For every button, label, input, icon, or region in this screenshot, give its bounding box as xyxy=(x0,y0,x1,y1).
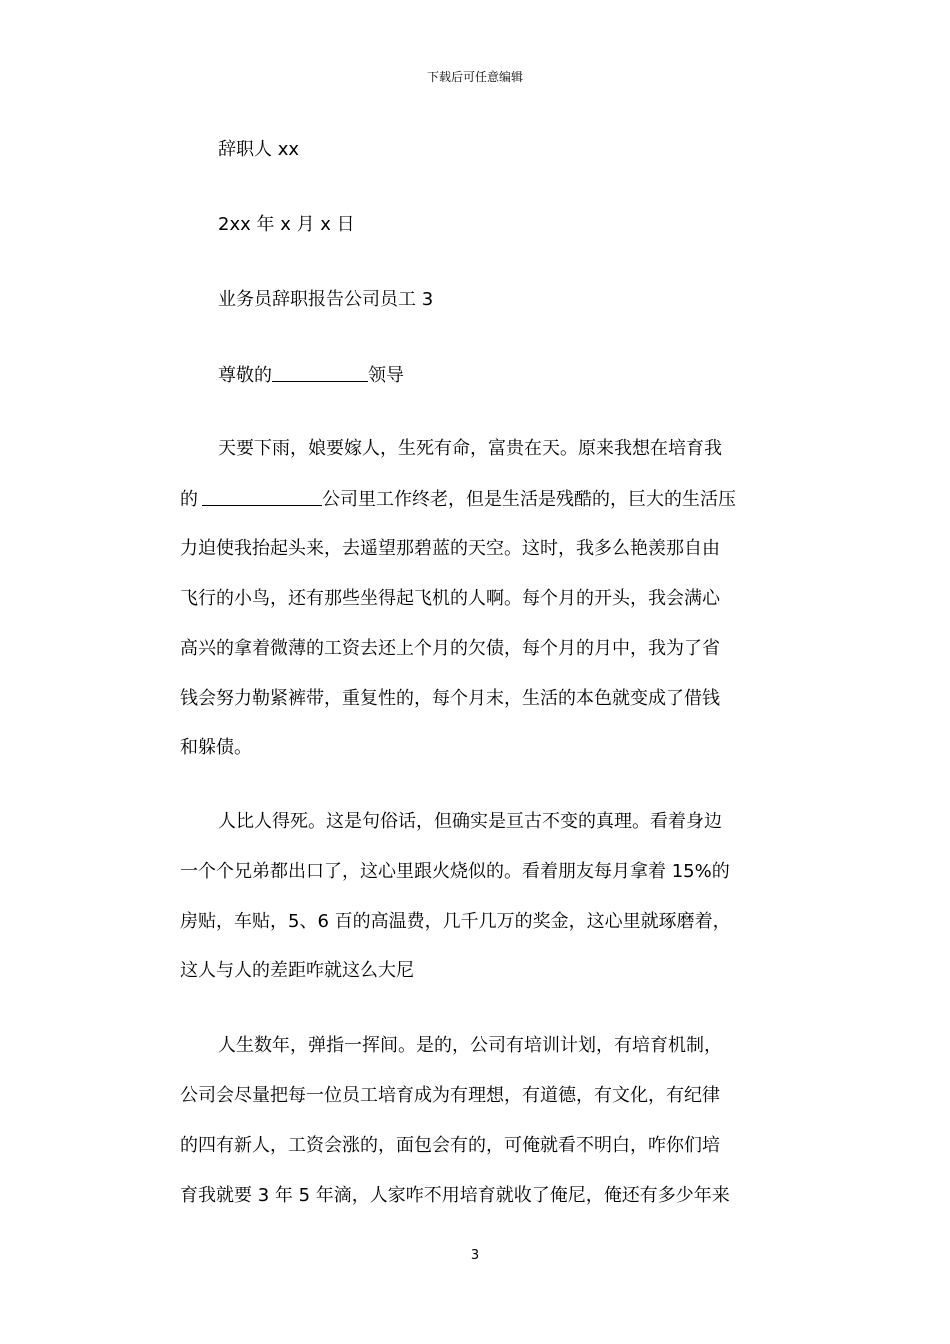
line-text: 公司里工作终老，但是生活是残酷的，巨大的生活压 xyxy=(322,489,736,510)
paragraph-line: 人比人得死。这是句俗话，但确实是亘古不变的真理。看着身边 xyxy=(218,811,722,832)
paragraph-line: 的四有新人，工资会涨的，面包会有的，可俺就看不明白，咋你们培 xyxy=(180,1135,720,1156)
salutation xyxy=(218,363,404,387)
salutation-suffix: 领导 xyxy=(368,365,404,386)
fill-in-blank xyxy=(272,363,368,382)
paragraph-line: 高兴的拿着微薄的工资去还上个月的欠债，每个月的月中，我为了省 xyxy=(180,638,720,659)
signature-date: 2xx 年 x 月 x 日 xyxy=(218,214,355,235)
line-prefix: 的 xyxy=(180,489,198,510)
page-header: 下载后可任意编辑 xyxy=(426,70,523,84)
section-title: 业务员辞职报告公司员工 3 xyxy=(218,289,434,310)
paragraph-line: 人生数年，弹指一挥间。是的，公司有培训计划，有培育机制， xyxy=(218,1035,722,1056)
paragraph-line: 公司会尽量把每一位员工培育成为有理想，有道德，有文化，有纪律 xyxy=(180,1085,720,1106)
paragraph-line xyxy=(180,487,736,511)
page-number: 3 xyxy=(470,1248,480,1263)
paragraph-line: 育我就要 3 年 5 年滴，人家咋不用培育就收了俺尼，俺还有多少年来 xyxy=(180,1185,730,1206)
signature-name: 辞职人 xx xyxy=(218,139,300,160)
paragraph-line: 这人与人的差距咋就这么大尼 xyxy=(180,960,414,981)
paragraph-line: 力迫使我抬起头来，去遥望那碧蓝的天空。这时，我多么艳羡那自由 xyxy=(180,538,720,559)
paragraph-line: 飞行的小鸟，还有那些坐得起飞机的人啊。每个月的开头，我会满心 xyxy=(180,588,720,609)
paragraph-line: 一个个兄弟都出口了，这心里跟火烧似的。看着朋友每月拿着 15%的 xyxy=(180,861,730,882)
paragraph-line: 和躲债。 xyxy=(180,737,252,758)
paragraph-line: 天要下雨，娘要嫁人，生死有命，富贵在天。原来我想在培育我 xyxy=(218,438,722,459)
paragraph-line: 钱会努力勒紧裤带，重复性的，每个月末，生活的本色就变成了借钱 xyxy=(180,688,720,709)
fill-in-blank xyxy=(202,487,322,506)
salutation-prefix: 尊敬的 xyxy=(218,365,272,386)
paragraph-line: 房贴，车贴，5、6 百的高温费，几千几万的奖金，这心里就琢磨着， xyxy=(180,911,731,932)
